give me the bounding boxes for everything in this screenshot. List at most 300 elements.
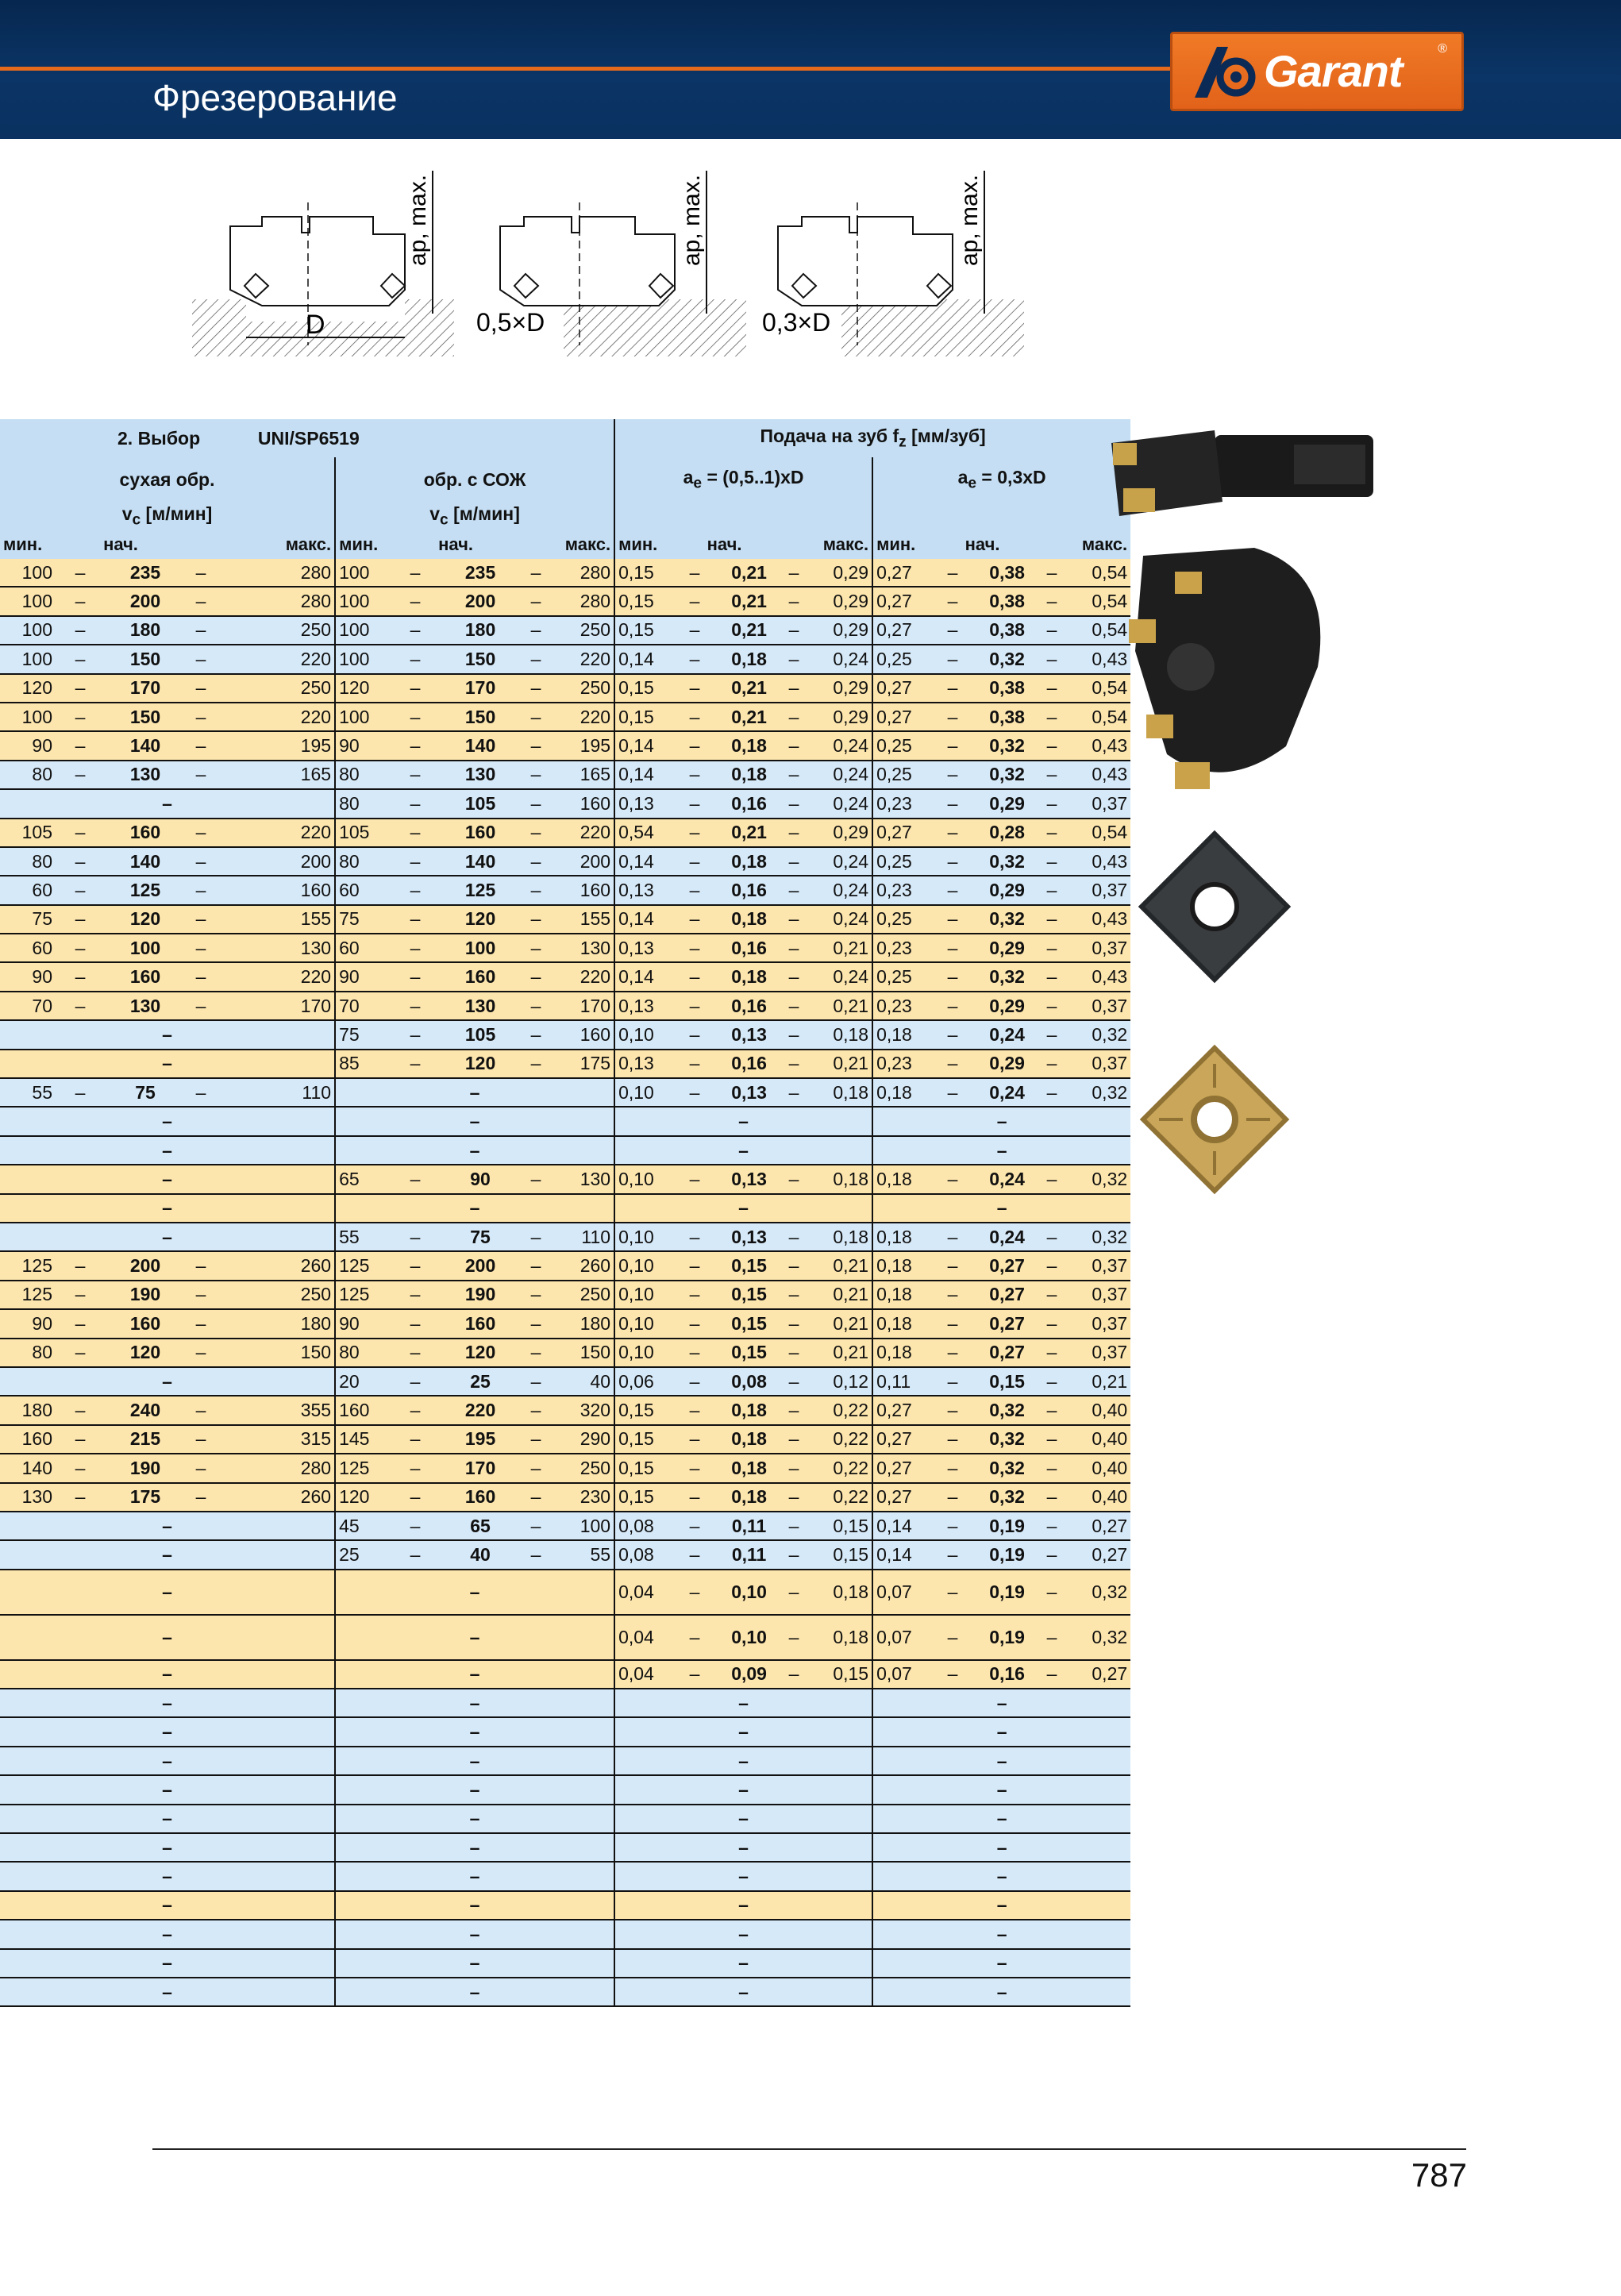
value-min: 0,14 xyxy=(872,1540,928,1569)
dash-separator: – xyxy=(521,1483,551,1512)
subheader-start: нач. xyxy=(928,530,1037,559)
dash-separator: – xyxy=(928,1367,977,1396)
value-max: 160 xyxy=(216,876,335,904)
face-mill-image xyxy=(1129,548,1320,789)
value-start: 0,24 xyxy=(977,1223,1037,1251)
value-max: 165 xyxy=(551,761,614,789)
value-max: 0,29 xyxy=(809,819,872,847)
value-start: 0,19 xyxy=(977,1512,1037,1540)
empty-dash-cell: – xyxy=(0,1717,335,1746)
empty-dash-cell: – xyxy=(872,1689,1130,1717)
table-row xyxy=(0,934,1130,962)
value-max: 0,29 xyxy=(809,587,872,615)
dash-separator: – xyxy=(56,1483,105,1512)
empty-dash-cell: – xyxy=(614,1747,872,1775)
value-start: 0,11 xyxy=(719,1540,779,1569)
value-min: 130 xyxy=(0,1483,56,1512)
dash-separator: – xyxy=(1037,1050,1067,1078)
dash-separator: – xyxy=(779,559,809,587)
dash-separator: – xyxy=(779,1454,809,1482)
value-start: 0,10 xyxy=(719,1615,779,1660)
dash-separator: – xyxy=(670,962,719,991)
dash-separator: – xyxy=(521,1512,551,1540)
svg-text:0,3×D: 0,3×D xyxy=(762,308,831,337)
empty-dash-cell: – xyxy=(614,1920,872,1948)
dash-separator: – xyxy=(928,703,977,731)
value-start: 200 xyxy=(105,587,186,615)
dash-separator: – xyxy=(56,761,105,789)
value-min: 0,13 xyxy=(614,789,670,818)
dash-separator: – xyxy=(1037,674,1067,703)
value-start: 0,27 xyxy=(977,1309,1037,1338)
value-max: 0,40 xyxy=(1067,1425,1130,1454)
value-start: 0,32 xyxy=(977,1425,1037,1454)
value-min: 0,08 xyxy=(614,1540,670,1569)
value-start: 0,38 xyxy=(977,703,1037,731)
value-start: 0,29 xyxy=(977,789,1037,818)
value-min: 105 xyxy=(335,819,391,847)
dash-separator: – xyxy=(186,1281,216,1309)
table-row xyxy=(0,1949,1130,1978)
dash-separator: – xyxy=(186,559,216,587)
dash-separator: – xyxy=(186,761,216,789)
value-start: 0,18 xyxy=(719,645,779,673)
value-max: 220 xyxy=(216,962,335,991)
dash-separator: – xyxy=(186,587,216,615)
dash-separator: – xyxy=(779,1078,809,1107)
value-start: 0,13 xyxy=(719,1165,779,1193)
value-max: 130 xyxy=(551,1165,614,1193)
dash-separator: – xyxy=(391,1339,440,1367)
value-max: 0,32 xyxy=(1067,1223,1130,1251)
value-min: 160 xyxy=(335,1396,391,1424)
value-start: 215 xyxy=(105,1425,186,1454)
value-start: 235 xyxy=(105,559,186,587)
value-start: 120 xyxy=(105,1339,186,1367)
dash-separator: – xyxy=(391,1281,440,1309)
garant-logo xyxy=(1170,32,1464,111)
empty-dash-cell: – xyxy=(0,1775,335,1804)
value-min: 0,10 xyxy=(614,1223,670,1251)
value-min: 0,04 xyxy=(614,1570,670,1615)
value-start: 0,32 xyxy=(977,731,1037,760)
value-min: 0,15 xyxy=(614,1396,670,1424)
dash-separator: – xyxy=(779,1483,809,1512)
value-max: 175 xyxy=(551,1050,614,1078)
value-max: 280 xyxy=(216,1454,335,1482)
empty-dash-cell: – xyxy=(872,1805,1130,1833)
dash-separator: – xyxy=(1037,1020,1067,1049)
value-min: 120 xyxy=(0,674,56,703)
cutting-data-table-wrap xyxy=(0,419,1128,2007)
value-max: 165 xyxy=(216,761,335,789)
empty-dash-cell: – xyxy=(335,1775,614,1804)
value-max: 250 xyxy=(551,1454,614,1482)
table-row xyxy=(0,1020,1130,1049)
table-row xyxy=(0,1747,1130,1775)
value-max: 195 xyxy=(216,731,335,760)
value-max: 250 xyxy=(216,674,335,703)
table-row xyxy=(0,1136,1130,1165)
value-start: 0,11 xyxy=(719,1512,779,1540)
dash-separator: – xyxy=(779,789,809,818)
dash-separator: – xyxy=(56,1425,105,1454)
dash-separator: – xyxy=(521,1396,551,1424)
value-max: 0,24 xyxy=(809,731,872,760)
value-start: 0,18 xyxy=(719,1425,779,1454)
value-min: 90 xyxy=(0,731,56,760)
value-start: 0,13 xyxy=(719,1223,779,1251)
dash-separator: – xyxy=(521,731,551,760)
value-min: 0,13 xyxy=(614,992,670,1020)
value-max: 150 xyxy=(216,1339,335,1367)
dash-separator: – xyxy=(928,1425,977,1454)
dash-separator: – xyxy=(670,1396,719,1424)
value-min: 80 xyxy=(335,789,391,818)
empty-dash-cell: – xyxy=(0,1107,335,1135)
value-min: 100 xyxy=(335,703,391,731)
dash-separator: – xyxy=(186,905,216,934)
value-max: 0,21 xyxy=(1067,1367,1130,1396)
value-min: 100 xyxy=(0,645,56,673)
subheader-start: нач. xyxy=(670,530,779,559)
value-min: 125 xyxy=(0,1281,56,1309)
empty-dash-cell: – xyxy=(614,1833,872,1862)
column-subheaders xyxy=(0,530,1130,559)
dash-separator: – xyxy=(670,559,719,587)
dash-separator: – xyxy=(186,1396,216,1424)
table-row xyxy=(0,616,1130,645)
value-max: 0,27 xyxy=(1067,1512,1130,1540)
dry-machining-header: сухая обр. xyxy=(0,457,335,502)
value-max: 0,21 xyxy=(809,1251,872,1280)
footer-rule xyxy=(152,2148,1466,2150)
cutting-data-table xyxy=(0,419,1130,2007)
value-min: 0,13 xyxy=(614,934,670,962)
value-start: 0,09 xyxy=(719,1660,779,1689)
dash-separator: – xyxy=(186,934,216,962)
dash-separator: – xyxy=(1037,1078,1067,1107)
value-min: 0,04 xyxy=(614,1615,670,1660)
dash-separator: – xyxy=(521,992,551,1020)
value-start: 0,08 xyxy=(719,1367,779,1396)
value-min: 0,08 xyxy=(614,1512,670,1540)
dash-separator: – xyxy=(779,645,809,673)
dash-separator: – xyxy=(670,1281,719,1309)
value-max: 0,43 xyxy=(1067,847,1130,876)
table-row xyxy=(0,1862,1130,1890)
value-min: 0,15 xyxy=(614,1483,670,1512)
value-max: 0,37 xyxy=(1067,934,1130,962)
dash-separator: – xyxy=(779,876,809,904)
dash-separator: – xyxy=(521,905,551,934)
dash-separator: – xyxy=(56,703,105,731)
value-max: 0,54 xyxy=(1067,819,1130,847)
value-max: 250 xyxy=(551,616,614,645)
value-max: 0,37 xyxy=(1067,789,1130,818)
value-min: 0,25 xyxy=(872,962,928,991)
dash-separator: – xyxy=(670,1309,719,1338)
table-row xyxy=(0,1281,1130,1309)
dash-separator: – xyxy=(670,1251,719,1280)
value-start: 170 xyxy=(440,1454,521,1482)
value-min: 60 xyxy=(335,876,391,904)
dash-separator: – xyxy=(391,1020,440,1049)
table-row xyxy=(0,1050,1130,1078)
table-row xyxy=(0,1660,1130,1689)
dash-separator: – xyxy=(1037,1483,1067,1512)
value-min: 100 xyxy=(0,559,56,587)
empty-dash-cell: – xyxy=(335,1660,614,1689)
empty-dash-cell: – xyxy=(0,1978,335,2006)
value-start: 195 xyxy=(440,1425,521,1454)
dash-separator: – xyxy=(928,1454,977,1482)
value-min: 75 xyxy=(335,905,391,934)
value-min: 0,10 xyxy=(614,1078,670,1107)
subheader-min: мин. xyxy=(0,530,56,559)
value-min: 0,15 xyxy=(614,1454,670,1482)
value-min: 0,10 xyxy=(614,1339,670,1367)
dash-separator: – xyxy=(391,731,440,760)
value-start: 170 xyxy=(440,674,521,703)
dash-separator: – xyxy=(928,1050,977,1078)
dash-separator: – xyxy=(928,789,977,818)
dash-separator: – xyxy=(1037,934,1067,962)
dash-separator: – xyxy=(779,905,809,934)
value-max: 0,43 xyxy=(1067,761,1130,789)
dash-separator: – xyxy=(391,559,440,587)
value-start: 0,21 xyxy=(719,674,779,703)
value-min: 0,23 xyxy=(872,876,928,904)
empty-dash-cell: – xyxy=(872,1747,1130,1775)
value-max: 0,54 xyxy=(1067,703,1130,731)
subheader-max: макс. xyxy=(1037,530,1130,559)
value-min: 0,18 xyxy=(872,1339,928,1367)
value-start: 0,32 xyxy=(977,962,1037,991)
value-min: 0,25 xyxy=(872,761,928,789)
dash-separator: – xyxy=(779,1512,809,1540)
dash-separator: – xyxy=(670,1660,719,1689)
value-min: 0,15 xyxy=(614,587,670,615)
table-row xyxy=(0,1223,1130,1251)
value-min: 80 xyxy=(335,847,391,876)
value-max: 0,15 xyxy=(809,1660,872,1689)
value-max: 0,29 xyxy=(809,674,872,703)
value-min: 80 xyxy=(0,847,56,876)
value-min: 60 xyxy=(335,934,391,962)
empty-dash-cell: – xyxy=(614,1107,872,1135)
dash-separator: – xyxy=(779,1020,809,1049)
dash-separator: – xyxy=(928,1309,977,1338)
dash-separator: – xyxy=(521,1050,551,1078)
dash-separator: – xyxy=(928,674,977,703)
dash-separator: – xyxy=(186,616,216,645)
empty-dash-cell: – xyxy=(0,1165,335,1193)
dash-separator: – xyxy=(186,847,216,876)
dash-separator: – xyxy=(670,587,719,615)
svg-text:ap, max.: ap, max. xyxy=(679,174,705,266)
dash-separator: – xyxy=(928,645,977,673)
value-min: 0,18 xyxy=(872,1223,928,1251)
value-max: 220 xyxy=(216,703,335,731)
value-max: 0,40 xyxy=(1067,1483,1130,1512)
diagram-half-width xyxy=(476,171,746,356)
dash-separator: – xyxy=(928,616,977,645)
value-start: 160 xyxy=(440,1309,521,1338)
dash-separator: – xyxy=(928,992,977,1020)
svg-text:ap, max.: ap, max. xyxy=(405,174,431,266)
value-start: 140 xyxy=(440,847,521,876)
value-min: 0,23 xyxy=(872,992,928,1020)
value-min: 80 xyxy=(0,1339,56,1367)
value-min: 65 xyxy=(335,1165,391,1193)
dash-separator: – xyxy=(186,703,216,731)
value-start: 0,18 xyxy=(719,847,779,876)
dash-separator: – xyxy=(670,1050,719,1078)
dash-separator: – xyxy=(186,1078,216,1107)
value-min: 0,27 xyxy=(872,1454,928,1482)
dash-separator: – xyxy=(521,587,551,615)
dash-separator: – xyxy=(186,731,216,760)
value-max: 0,21 xyxy=(809,1339,872,1367)
empty-dash-cell: – xyxy=(0,1540,335,1569)
value-max: 280 xyxy=(216,587,335,615)
value-start: 0,32 xyxy=(977,905,1037,934)
value-start: 0,15 xyxy=(719,1281,779,1309)
value-start: 190 xyxy=(105,1281,186,1309)
value-max: 250 xyxy=(551,1281,614,1309)
feed-header: Подача на зуб $f_z$ [мм/зуб] xyxy=(614,419,1130,457)
empty-dash-cell: – xyxy=(614,1949,872,1978)
dash-separator: – xyxy=(1037,1165,1067,1193)
value-start: 0,18 xyxy=(719,1396,779,1424)
ae-full-header: $a_e = (0,5..1)xD$ xyxy=(614,457,872,502)
dash-separator: – xyxy=(56,934,105,962)
value-start: 160 xyxy=(440,819,521,847)
dash-separator: – xyxy=(391,1425,440,1454)
dash-separator: – xyxy=(56,616,105,645)
value-min: 0,25 xyxy=(872,847,928,876)
value-max: 0,37 xyxy=(1067,992,1130,1020)
dash-separator: – xyxy=(779,703,809,731)
dash-separator: – xyxy=(779,1165,809,1193)
table-row xyxy=(0,1309,1130,1338)
value-start: 0,21 xyxy=(719,587,779,615)
value-start: 200 xyxy=(105,1251,186,1280)
value-min: 0,18 xyxy=(872,1165,928,1193)
dash-separator: – xyxy=(186,674,216,703)
value-max: 0,40 xyxy=(1067,1454,1130,1482)
value-start: 190 xyxy=(105,1454,186,1482)
dash-separator: – xyxy=(928,731,977,760)
dash-separator: – xyxy=(186,992,216,1020)
dash-separator: – xyxy=(391,1251,440,1280)
value-start: 0,29 xyxy=(977,934,1037,962)
empty-dash-cell: – xyxy=(335,1805,614,1833)
dash-separator: – xyxy=(779,934,809,962)
empty-dash-cell: – xyxy=(872,1136,1130,1165)
value-start: 0,15 xyxy=(719,1309,779,1338)
dash-separator: – xyxy=(779,819,809,847)
value-max: 0,37 xyxy=(1067,1050,1130,1078)
value-start: 0,19 xyxy=(977,1570,1037,1615)
value-start: 160 xyxy=(105,962,186,991)
value-max: 315 xyxy=(216,1425,335,1454)
empty-dash-cell: – xyxy=(872,1194,1130,1223)
value-min: 0,27 xyxy=(872,587,928,615)
value-max: 180 xyxy=(551,1309,614,1338)
value-max: 0,24 xyxy=(809,645,872,673)
value-start: 120 xyxy=(440,1050,521,1078)
dash-separator: – xyxy=(928,847,977,876)
value-min: 20 xyxy=(335,1367,391,1396)
dash-separator: – xyxy=(670,847,719,876)
empty-dash-cell: – xyxy=(0,1805,335,1833)
dash-separator: – xyxy=(928,934,977,962)
value-max: 155 xyxy=(216,905,335,934)
value-start: 0,16 xyxy=(719,1050,779,1078)
value-max: 0,18 xyxy=(809,1078,872,1107)
value-start: 0,38 xyxy=(977,587,1037,615)
dash-separator: – xyxy=(1037,1660,1067,1689)
value-max: 220 xyxy=(551,962,614,991)
value-max: 0,24 xyxy=(809,962,872,991)
empty-dash-cell: – xyxy=(335,1570,614,1615)
value-max: 160 xyxy=(551,789,614,818)
empty-dash-cell: – xyxy=(335,1920,614,1948)
table-row xyxy=(0,1194,1130,1223)
value-min: 75 xyxy=(335,1020,391,1049)
subheader-min: мин. xyxy=(335,530,391,559)
value-start: 0,18 xyxy=(719,905,779,934)
dash-separator: – xyxy=(521,1281,551,1309)
dash-separator: – xyxy=(1037,703,1067,731)
table-row xyxy=(0,703,1130,731)
value-min: 60 xyxy=(0,876,56,904)
value-start: 180 xyxy=(105,616,186,645)
value-min: 55 xyxy=(335,1223,391,1251)
value-min: 100 xyxy=(0,616,56,645)
dash-separator: – xyxy=(670,1165,719,1193)
empty-dash-cell: – xyxy=(614,1805,872,1833)
table-row xyxy=(0,876,1130,904)
dash-separator: – xyxy=(779,674,809,703)
value-start: 160 xyxy=(105,1309,186,1338)
value-max: 0,32 xyxy=(1067,1078,1130,1107)
value-max: 260 xyxy=(551,1251,614,1280)
table-row xyxy=(0,1251,1130,1280)
dash-separator: – xyxy=(1037,847,1067,876)
value-start: 0,16 xyxy=(719,876,779,904)
dash-separator: – xyxy=(521,674,551,703)
dash-separator: – xyxy=(670,819,719,847)
dash-separator: – xyxy=(670,1223,719,1251)
value-start: 0,15 xyxy=(719,1339,779,1367)
dash-separator: – xyxy=(521,559,551,587)
dash-separator: – xyxy=(670,1483,719,1512)
table-row xyxy=(0,1891,1130,1920)
value-max: 0,54 xyxy=(1067,674,1130,703)
value-start: 0,19 xyxy=(977,1615,1037,1660)
dash-separator: – xyxy=(670,1020,719,1049)
value-min: 80 xyxy=(0,761,56,789)
value-start: 0,24 xyxy=(977,1165,1037,1193)
dash-separator: – xyxy=(56,731,105,760)
dash-separator: – xyxy=(670,905,719,934)
empty-dash-cell: – xyxy=(872,1920,1130,1948)
value-start: 90 xyxy=(440,1165,521,1193)
dash-separator: – xyxy=(928,1483,977,1512)
